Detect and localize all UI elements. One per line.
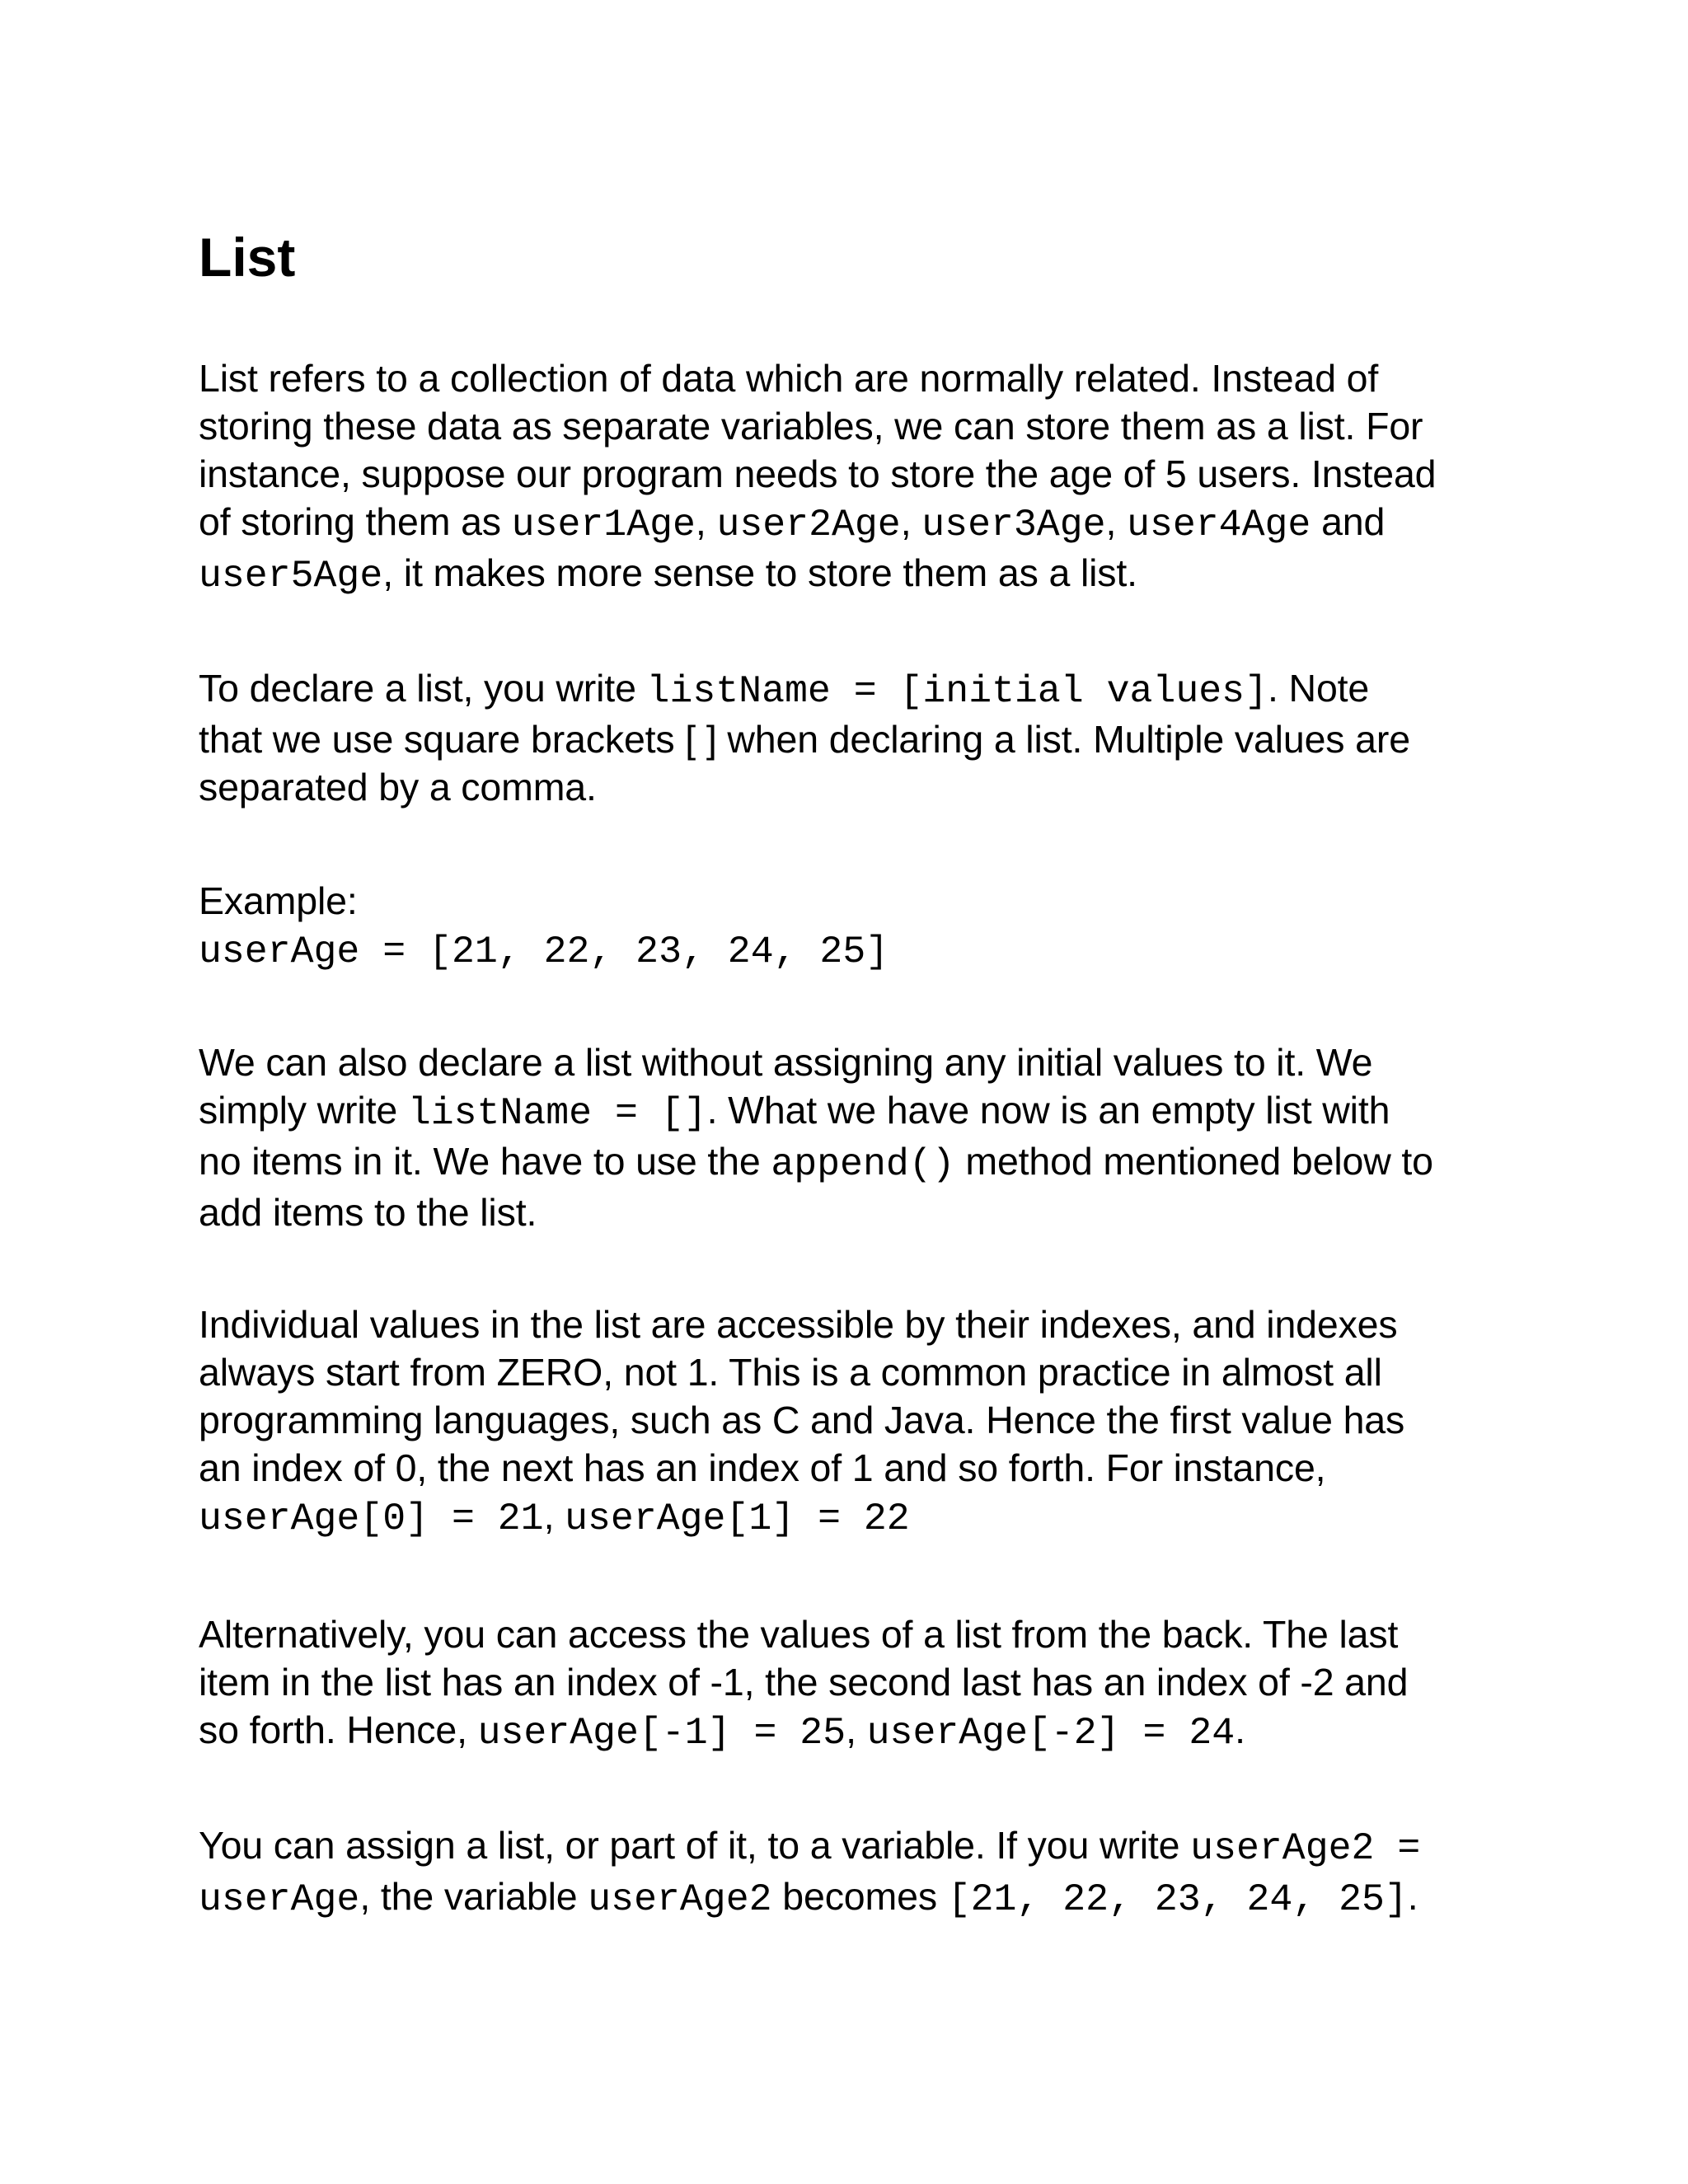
text-line: separated by a comma.	[199, 766, 597, 808]
paragraph-assign-list	[199, 1821, 1493, 1920]
text-line	[199, 1137, 1493, 1188]
inline-code: userAge2 =	[1190, 1826, 1421, 1870]
text-run: .	[1235, 1708, 1245, 1751]
text-line: We can also declare a list without assigning any initial values to it. We	[199, 1041, 1373, 1084]
text-run: ,	[900, 500, 922, 543]
text-line	[199, 549, 1493, 597]
inline-code: listName = []	[407, 1091, 707, 1135]
text-run: of storing them as	[199, 500, 512, 543]
text-line: add items to the list.	[199, 1191, 537, 1234]
inline-code: listName = [initial values]	[646, 669, 1268, 713]
paragraph-empty-list	[199, 1038, 1493, 1236]
text-line: item in the list has an index of -1, the second last has an index of -2 and	[199, 1661, 1409, 1704]
text-line	[199, 1706, 1493, 1754]
text-line: Example:	[199, 879, 358, 922]
text-run: . Note	[1267, 667, 1370, 710]
text-run: no items in it. We have to use the	[199, 1140, 771, 1183]
inline-code: userAge[1] = 22	[565, 1497, 910, 1540]
text-run: ,	[695, 500, 717, 543]
inline-code: userAge[-2] = 24	[866, 1711, 1236, 1755]
inline-code: append()	[771, 1142, 955, 1186]
page-title: List	[199, 227, 296, 288]
inline-code: [21, 22, 23, 24, 25]	[947, 1877, 1408, 1921]
inline-code: user3Age	[921, 503, 1106, 546]
text-run: , it makes more sense to store them as a list.	[382, 551, 1137, 594]
text-run: ,	[846, 1708, 867, 1751]
inline-code: userAge2	[588, 1877, 772, 1921]
text-run: method mentioned below to	[954, 1140, 1433, 1183]
text-run: ,	[543, 1494, 565, 1537]
inline-code: userAge[0] = 21	[199, 1497, 544, 1540]
text-run: . What we have now is an empty list with	[706, 1089, 1390, 1132]
text-run: You can assign a list, or part of it, to a variable. If you write	[199, 1824, 1191, 1867]
inline-code: user1Age	[511, 503, 696, 546]
text-run: becomes	[771, 1875, 948, 1918]
text-line: Alternatively, you can access the values of a list from the back. The last	[199, 1613, 1399, 1656]
code-example: userAge = [21, 22, 23, 24, 25]	[199, 930, 889, 973]
text-line	[199, 1872, 1493, 1920]
text-line	[199, 664, 1493, 715]
paragraph-indexes	[199, 1301, 1493, 1540]
text-line: an index of 0, the next has an index of 1 and so forth. For instance,	[199, 1446, 1326, 1489]
inline-code: userAge	[199, 1877, 360, 1921]
text-run: .	[1407, 1875, 1418, 1918]
text-run: simply write	[199, 1089, 408, 1132]
text-line	[199, 925, 1493, 972]
inline-code: user4Age	[1127, 503, 1311, 546]
text-line: Individual values in the list are accessible by their indexes, and indexes	[199, 1303, 1398, 1346]
text-line	[199, 1086, 1493, 1137]
text-run: , the variable	[359, 1875, 588, 1918]
inline-code: user5Age	[199, 554, 383, 598]
text-line: instance, suppose our program needs to store the age of 5 users. Instead	[199, 452, 1437, 495]
text-run: ,	[1105, 500, 1128, 543]
text-line: programming languages, such as C and Java. Hence the first value has	[199, 1399, 1405, 1441]
text-line	[199, 498, 1493, 549]
text-line: that we use square brackets [ ] when declaring a list. Multiple values are	[199, 718, 1410, 761]
inline-code: userAge[-1] = 25	[477, 1711, 846, 1755]
inline-code: user2Age	[716, 503, 901, 546]
text-line: List refers to a collection of data which are normally related. Instead of	[199, 357, 1379, 400]
text-run: so forth. Hence,	[199, 1708, 478, 1751]
paragraph-example	[199, 877, 1493, 972]
text-line	[199, 1492, 1493, 1540]
text-line: always start from ZERO, not 1. This is a common practice in almost all	[199, 1351, 1382, 1394]
paragraph-list-intro	[199, 354, 1493, 597]
text-line: storing these data as separate variables, we can store them as a list. For	[199, 405, 1423, 448]
paragraph-declare-list	[199, 664, 1493, 811]
text-line	[199, 1821, 1493, 1872]
text-run: To declare a list, you write	[199, 667, 647, 710]
paragraph-negative-indexes	[199, 1610, 1493, 1754]
text-run: and	[1311, 500, 1386, 543]
